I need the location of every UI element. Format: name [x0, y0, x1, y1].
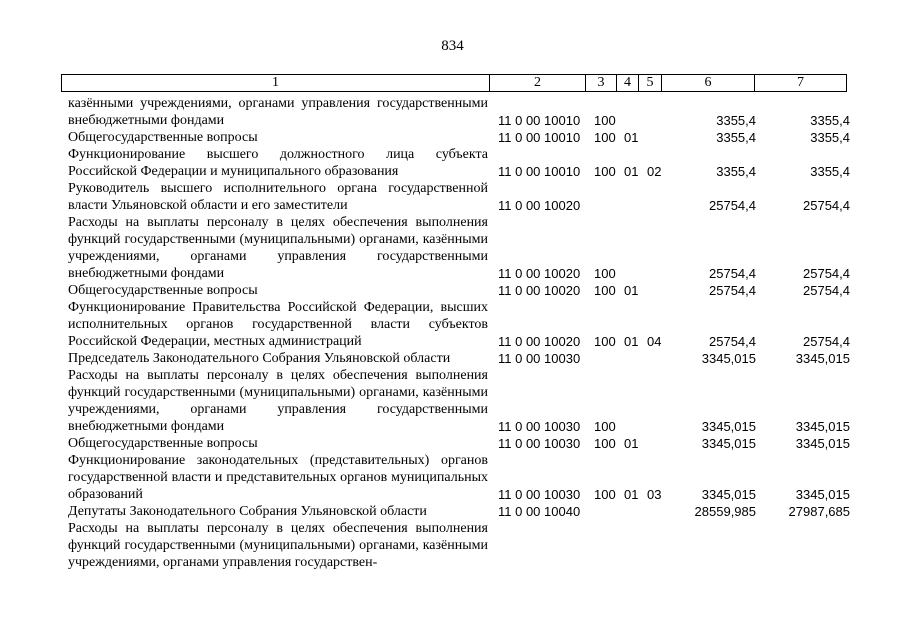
table-row [0, 180, 905, 214]
header-cell: 3 [586, 75, 617, 92]
table-header [61, 74, 847, 92]
row-section: 01 [624, 436, 639, 451]
row-target-code: 11 0 00 10020 [498, 283, 581, 298]
row-target-code: 11 0 00 10020 [498, 334, 581, 349]
row-description: Функционирование законодательных (представительных) органов государственной власти и представительных органов муниципальных образований [68, 453, 488, 502]
table-row [0, 146, 905, 180]
row-amount-col7: 3345,015 [795, 419, 850, 434]
row-subsection: 02 [647, 164, 662, 179]
row-target-code: 11 0 00 10020 [498, 198, 581, 213]
row-expense-type: 100 [594, 130, 616, 145]
table-row [0, 452, 905, 503]
row-amount-col6: 3355,4 [716, 113, 756, 128]
row-expense-type: 100 [594, 436, 616, 451]
row-target-code: 11 0 00 10020 [498, 266, 581, 281]
row-description: Расходы на выплаты персоналу в целях обеспечения выполнения функций государственными (муниципальными) органами, казёнными учреждениями, органами управления государственными внебюджетными фондами [68, 368, 488, 434]
row-amount-col7: 25754,4 [803, 266, 850, 281]
row-amount-col6: 3345,015 [701, 436, 756, 451]
row-target-code: 11 0 00 10030 [498, 351, 581, 366]
header-cell: 2 [490, 75, 586, 92]
row-description: Функционирование высшего должностного лица субъекта Российской Федерации и муниципального образования [68, 147, 488, 179]
row-description: Общегосударственные вопросы [68, 436, 258, 451]
row-target-code: 11 0 00 10030 [498, 419, 581, 434]
table-row [0, 214, 905, 282]
row-amount-col6: 3355,4 [716, 130, 756, 145]
row-expense-type: 100 [594, 283, 616, 298]
row-description: Общегосударственные вопросы [68, 130, 258, 145]
row-section: 01 [624, 283, 639, 298]
row-expense-type: 100 [594, 164, 616, 179]
table-row [0, 520, 905, 571]
table-row [0, 299, 905, 350]
row-description: Расходы на выплаты персоналу в целях обеспечения выполнения функций государственными (муниципальными) органами, казёнными учреждениями, органами управления государственными внебюджетными фондами [68, 215, 488, 281]
row-target-code: 11 0 00 10010 [498, 164, 581, 179]
row-amount-col7: 27987,685 [788, 504, 850, 519]
row-amount-col7: 3355,4 [810, 164, 850, 179]
row-amount-col6: 3345,015 [701, 487, 756, 502]
row-subsection: 04 [647, 334, 662, 349]
row-expense-type: 100 [594, 113, 616, 128]
row-amount-col7: 25754,4 [803, 283, 850, 298]
row-amount-col6: 3345,015 [701, 351, 756, 366]
row-description: Депутаты Законодательного Собрания Ульяновской области [68, 504, 427, 519]
row-amount-col7: 25754,4 [803, 334, 850, 349]
table-row [0, 435, 905, 452]
row-amount-col6: 25754,4 [709, 266, 756, 281]
row-amount-col6: 25754,4 [709, 283, 756, 298]
row-expense-type: 100 [594, 419, 616, 434]
table-row [0, 129, 905, 146]
row-amount-col7: 3345,015 [795, 487, 850, 502]
row-amount-col6: 3345,015 [701, 419, 756, 434]
header-cell: 1 [62, 75, 490, 92]
table-row [0, 503, 905, 520]
header-cell: 7 [755, 75, 847, 92]
row-subsection: 03 [647, 487, 662, 502]
row-section: 01 [624, 130, 639, 145]
page-number: 834 [441, 38, 464, 54]
row-target-code: 11 0 00 10030 [498, 436, 581, 451]
row-target-code: 11 0 00 10010 [498, 113, 581, 128]
header-cell: 6 [662, 75, 755, 92]
row-section: 01 [624, 487, 639, 502]
row-amount-col6: 28559,985 [694, 504, 756, 519]
row-description: Функционирование Правительства Российской Федерации, высших исполнительных органов государственной власти субъектов Российской Федерации, местных администраций [68, 300, 488, 349]
table-body [0, 95, 905, 571]
row-description: Руководитель высшего исполнительного органа государственной власти Ульяновской области и его заместители [68, 181, 488, 213]
row-amount-col7: 3345,015 [795, 436, 850, 451]
row-amount-col6: 3355,4 [716, 164, 756, 179]
row-target-code: 11 0 00 10030 [498, 487, 581, 502]
row-description: Председатель Законодательного Собрания Ульяновской области [68, 351, 451, 366]
row-description: казёнными учреждениями, органами управления государственными внебюджетными фондами [68, 96, 488, 128]
row-amount-col6: 25754,4 [709, 198, 756, 213]
row-section: 01 [624, 334, 639, 349]
row-expense-type: 100 [594, 266, 616, 281]
table-row [0, 367, 905, 435]
row-expense-type: 100 [594, 334, 616, 349]
row-amount-col7: 25754,4 [803, 198, 850, 213]
row-description: Общегосударственные вопросы [68, 283, 258, 298]
header-cell: 4 [617, 75, 639, 92]
row-amount-col7: 3345,015 [795, 351, 850, 366]
row-description: Расходы на выплаты персоналу в целях обеспечения выполнения функций государственными (муниципальными) органами, казёнными учреждениями, органами управления государствен- [68, 521, 488, 570]
row-amount-col6: 25754,4 [709, 334, 756, 349]
row-target-code: 11 0 00 10010 [498, 130, 581, 145]
row-amount-col7: 3355,4 [810, 130, 850, 145]
table-row [0, 282, 905, 299]
table-row [0, 350, 905, 367]
row-section: 01 [624, 164, 639, 179]
table-row [0, 95, 905, 129]
row-amount-col7: 3355,4 [810, 113, 850, 128]
row-expense-type: 100 [594, 487, 616, 502]
row-target-code: 11 0 00 10040 [498, 504, 581, 519]
header-cell: 5 [639, 75, 662, 92]
